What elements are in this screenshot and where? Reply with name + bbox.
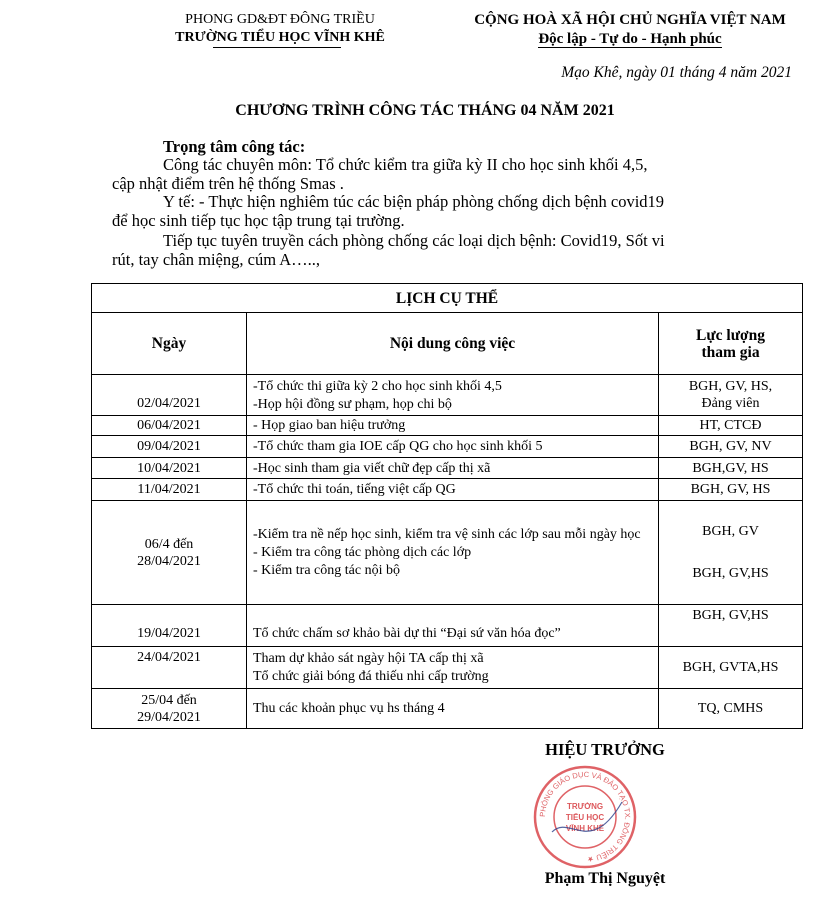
table-row [92,501,803,605]
row-force: BGH, GV,HS [659,605,803,647]
table-row [92,605,803,647]
svg-text:TRƯỜNG: TRƯỜNG [566,802,604,811]
focus-paragraph-1: Công tác chuyên môn: Tổ chức kiểm tra giữa kỳ II cho học sinh khối 4,5, [163,155,648,174]
row-force: BGH, GV, HS, Đảng viên [659,375,803,416]
org-name-school: TRƯỜNG TIỂU HỌC VĨNH KHÊ [175,30,385,45]
row-content: Thu các khoản phục vụ hs tháng 4 [247,689,659,729]
document-title: CHƯƠNG TRÌNH CÔNG TÁC THÁNG 04 NĂM 2021 [235,102,615,119]
document-date: Mạo Khê, ngày 01 tháng 4 năm 2021 [561,64,792,81]
org-name-department: PHONG GD&ĐT ĐÔNG TRIỀU [185,12,375,27]
col-header-force: Lực lượng tham gia [659,313,803,375]
row-date: 02/04/2021 [92,375,247,416]
school-stamp [530,762,640,872]
col-header-day: Ngày [92,313,247,375]
table-row [92,375,803,416]
focus-paragraph-1-cont: cập nhật điểm trên hệ thống Smas . [112,174,344,193]
row-force: BGH, GV BGH, GV,HS [659,501,803,605]
table-row [92,458,803,479]
row-date: 24/04/2021 [92,647,247,689]
row-force: BGH, GV, NV [659,436,803,458]
row-content: -Kiểm tra nề nếp học sinh, kiểm tra vệ sinh các lớp sau mỗi ngày học - Kiểm tra công tác phòng dịch các lớp - Kiểm tra công tác nội bộ [247,501,659,605]
svg-text:TIỂU HỌC: TIỂU HỌC [565,813,605,822]
table-row [92,416,803,436]
schedule-header-row [92,313,803,375]
focus-paragraph-3: Tiếp tục tuyên truyền cách phòng chống các loại dịch bệnh: Covid19, Sốt vi [163,231,665,250]
focus-paragraph-2: Y tế: - Thực hiện nghiêm túc các biện pháp phòng chống dịch bệnh covid19 [163,192,665,211]
row-content: -Tổ chức thi giữa kỳ 2 cho học sinh khối 4,5 -Họp hội đồng sư phạm, họp chi bộ [247,375,659,416]
row-force: HT, CTCĐ [659,416,803,436]
col-header-content: Nội dung công việc [247,313,659,375]
focus-paragraph-3-cont: rút, tay chân miệng, cúm A….., [112,250,321,269]
signer-name: Phạm Thị Nguyệt [544,870,666,887]
row-date: 06/4 đến 28/04/2021 [92,501,247,605]
row-date: 25/04 đến 29/04/2021 [92,689,247,729]
row-date: 11/04/2021 [92,479,247,501]
nation-title: CỘNG HOÀ XÃ HỘI CHỦ NGHĨA VIỆT NAM [474,12,786,28]
table-row [92,689,803,729]
row-date: 06/04/2021 [92,416,247,436]
row-content: Tổ chức chấm sơ khảo bài dự thi “Đại sứ văn hóa đọc” [247,605,659,647]
row-date: 09/04/2021 [92,436,247,458]
schedule-caption: LỊCH CỤ THỂ [92,284,803,313]
schedule-table [91,283,803,729]
row-date: 10/04/2021 [92,458,247,479]
table-row [92,647,803,689]
row-force: TQ, CMHS [659,689,803,729]
focus-paragraph-2-cont: để học sinh tiếp tục học tập trung tại trường. [112,211,405,230]
row-date: 19/04/2021 [92,605,247,647]
svg-text:VĨNH KHÊ: VĨNH KHÊ [565,824,605,833]
org-underline [213,47,341,48]
table-row [92,479,803,501]
signature-title: HIỆU TRƯỞNG [545,740,665,759]
row-content: -Học sinh tham gia viết chữ đẹp cấp thị xã [247,458,659,479]
focus-heading: Trọng tâm công tác: [163,137,306,156]
row-content: -Tổ chức tham gia IOE cấp QG cho học sinh khối 5 [247,436,659,458]
row-content: - Họp giao ban hiệu trưởng [247,416,659,436]
schedule-caption-row [92,284,803,313]
nation-motto: Độc lập - Tự do - Hạnh phúc [538,31,722,47]
table-row [92,436,803,458]
row-content: Tham dự khảo sát ngày hội TA cấp thị xã Tổ chức giải bóng đá thiếu nhi cấp trường [247,647,659,689]
row-force: BGH, GVTA,HS [659,647,803,689]
row-force: BGH,GV, HS [659,458,803,479]
svg-text:PHÒNG GIÁO DỤC VÀ ĐÀO TẠO TX.: PHÒNG GIÁO DỤC VÀ ĐÀO TẠO TX. ĐÔNG TRIỀU ★ [537,769,633,865]
row-content: -Tổ chức thi toán, tiếng việt cấp QG [247,479,659,501]
row-force: BGH, GV, HS [659,479,803,501]
